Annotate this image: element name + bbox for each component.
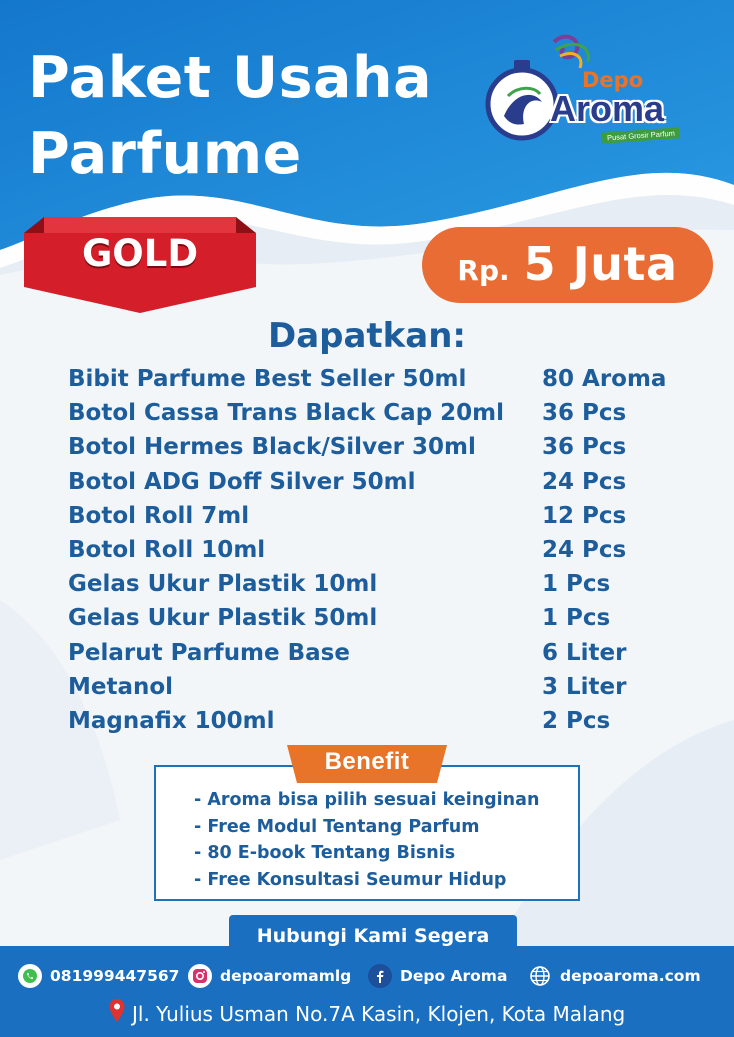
item-name: Botol Cassa Trans Black Cap 20ml [68, 400, 505, 427]
instagram-contact[interactable] [188, 964, 351, 988]
list-item [68, 469, 708, 503]
item-qty: 24 Pcs [542, 468, 627, 495]
website-url: depoaroma.com [560, 967, 701, 985]
benefit-item: - Aroma bisa pilih sesuai keinginan [194, 790, 540, 810]
benefit-item: - Free Modul Tentang Parfum [194, 816, 480, 837]
location-pin-icon [108, 998, 126, 1029]
item-qty: 36 Pcs [542, 434, 627, 461]
globe-icon [528, 964, 552, 988]
price-pill [422, 227, 713, 303]
facebook-contact[interactable] [368, 964, 507, 988]
depo-aroma-logo [484, 32, 704, 152]
price-amount: 5 Juta [523, 237, 678, 291]
item-qty: 24 Pcs [542, 536, 627, 563]
list-item [68, 571, 708, 605]
list-item [68, 537, 708, 571]
item-name: Magnafix 100ml [68, 707, 275, 734]
benefit-item: - Free Konsultasi Seumur Hidup [194, 869, 507, 890]
item-qty: 80 Aroma [542, 366, 667, 392]
logo-aroma-text: Aroma [550, 88, 665, 129]
whatsapp-contact[interactable] [18, 964, 179, 988]
contents-heading: Dapatkan: [267, 316, 467, 356]
logo-depo-text: Depo [582, 68, 644, 92]
list-item [68, 640, 708, 674]
item-qty: 1 Pcs [542, 571, 611, 598]
item-name: Bibit Parfume Best Seller 50ml [68, 366, 467, 392]
item-name: Gelas Ukur Plastik 10ml [68, 571, 378, 598]
website-contact[interactable] [528, 964, 701, 988]
whatsapp-number: 081999447567 [50, 967, 180, 985]
benefit-item: - 80 E-book Tentang Bisnis [194, 843, 456, 863]
list-item [68, 503, 708, 537]
list-item [68, 400, 708, 434]
facebook-name: Depo Aroma [400, 967, 508, 985]
benefit-heading: Benefit [324, 748, 410, 775]
item-qty: 12 Pcs [542, 502, 627, 529]
contact-cta: Hubungi Kami Segera [229, 915, 517, 959]
logo-tagline: Pusat Grosir Parfum [602, 127, 681, 143]
item-qty: 6 Liter [542, 639, 627, 666]
item-name: Botol Roll 10ml [68, 536, 266, 563]
item-name: Botol Roll 7ml [68, 502, 250, 529]
list-item [68, 605, 708, 639]
facebook-icon [368, 964, 392, 988]
contents-list [68, 366, 708, 742]
headline-line-2: Parfume [28, 121, 302, 187]
item-qty: 1 Pcs [542, 605, 611, 632]
instagram-icon [188, 964, 212, 988]
item-qty: 3 Liter [542, 673, 627, 700]
instagram-handle: depoaromamlg [220, 967, 352, 985]
list-item [68, 674, 708, 708]
headline-line-1: Paket Usaha [28, 45, 433, 111]
headline [28, 40, 432, 192]
item-qty: 36 Pcs [542, 400, 627, 427]
whatsapp-icon [18, 964, 42, 988]
item-name: Gelas Ukur Plastik 50ml [68, 605, 378, 632]
contact-bar [0, 957, 734, 995]
list-item [68, 708, 708, 742]
list-item [68, 366, 708, 400]
item-name: Metanol [68, 673, 174, 700]
item-name: Botol Hermes Black/Silver 30ml [68, 434, 476, 461]
item-name: Botol ADG Doff Silver 50ml [68, 468, 416, 495]
benefit-list [194, 790, 539, 896]
item-qty: 2 Pcs [542, 707, 611, 734]
address-text: Jl. Yulius Usman No.7A Kasin, Klojen, Kota Malang [132, 1001, 626, 1026]
price-prefix: Rp. [457, 254, 510, 287]
list-item [68, 434, 708, 468]
address [108, 998, 625, 1029]
item-name: Pelarut Parfume Base [68, 639, 350, 666]
package-tier: GOLD [81, 232, 199, 275]
